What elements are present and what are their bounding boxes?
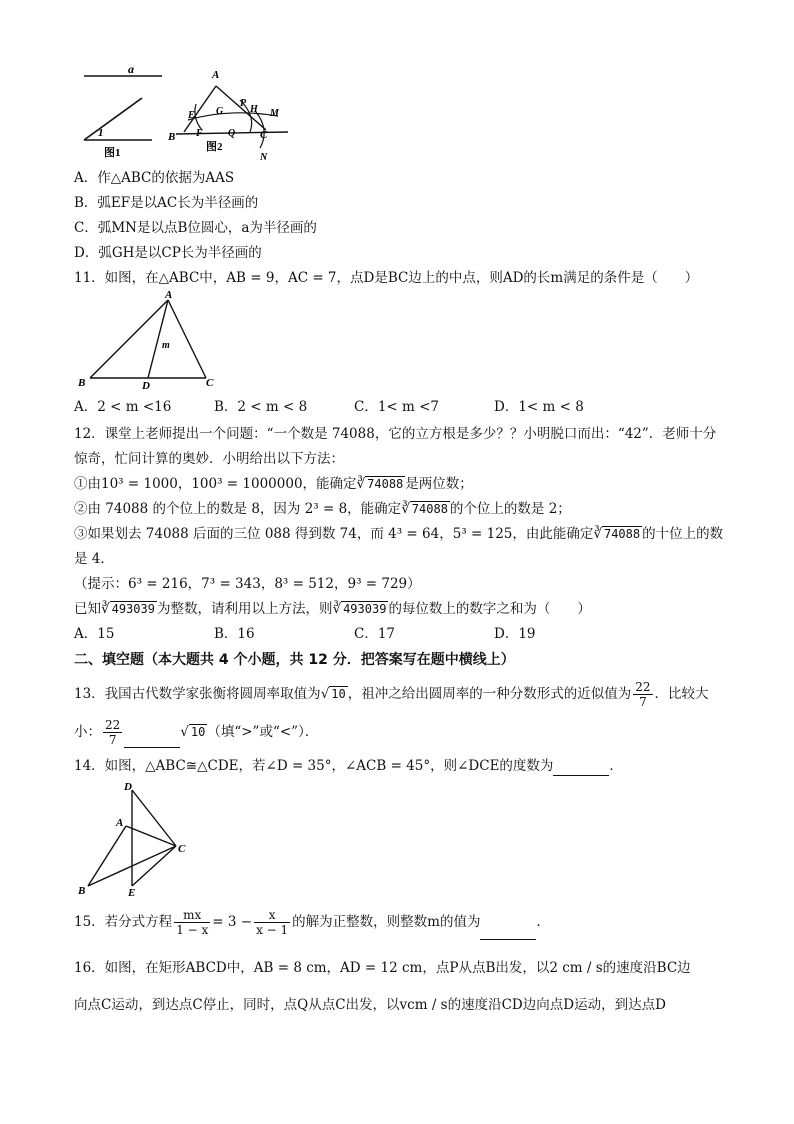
q11-text: 11．如图，在△ABC中，AB = 9，AC = 7，点D是BC边上的中点，则AD的长m满足的条件是（ ） bbox=[74, 270, 699, 286]
q12-step1-pre: ①由10³ = 1000，100³ = 1000000，能确定 bbox=[74, 476, 357, 492]
q15-fraction-1 bbox=[174, 908, 210, 937]
q14-figure bbox=[74, 780, 194, 898]
q13-line2: 小： $\frac{22}{7}$ √ 10 （填“>”或“<”）． bbox=[74, 718, 319, 747]
fig1-caption: 图1 bbox=[104, 147, 121, 159]
q14-label-d: D bbox=[124, 781, 132, 793]
q15-fraction-2-num: x bbox=[254, 908, 290, 923]
fig2-label-c: C bbox=[260, 129, 268, 141]
q10-option-b: B．弧EF是以AC长为半径画的 bbox=[74, 195, 259, 211]
q13-line2-pre: 小： bbox=[74, 724, 101, 740]
q12-step3-radicand: 74088 bbox=[603, 527, 641, 541]
fig2-label-p: P bbox=[240, 98, 247, 109]
q12-ask-radicand: 493039 bbox=[111, 602, 155, 616]
fig2-label-m: M bbox=[270, 108, 279, 119]
q13-fraction-num: 22 bbox=[635, 680, 651, 694]
q12-step1: ①由10³ = 1000，100³ = 1000000，能确定∛ 74088 是两位数； bbox=[74, 476, 473, 492]
figure-1 bbox=[84, 64, 162, 159]
q11-label-m: m bbox=[162, 340, 170, 351]
fig2-label-q: Q bbox=[228, 128, 236, 139]
q14-label-e: E bbox=[128, 887, 136, 898]
q12-step3: ③如果划去 74088 后面的三位 088 得到数 74，而 4³ = 64，5³ = 125，由此能确定∛ 74088 的十位上的数 bbox=[74, 526, 724, 542]
q12-ask-radicand-2: 493039 bbox=[343, 602, 387, 616]
q12-option-d: D．19 bbox=[494, 626, 536, 642]
figure-1-and-2 bbox=[70, 64, 310, 164]
q11-label-c: C bbox=[206, 377, 214, 389]
q14-label-a: A bbox=[116, 817, 124, 829]
q12-option-a: A．15 bbox=[74, 626, 115, 642]
q15-eq: = 3 − bbox=[212, 914, 253, 930]
q14-end: ． bbox=[609, 758, 623, 774]
q15-post: 的解为正整数，则整数m的值为 bbox=[292, 914, 481, 930]
q12-line2: 惊奇，忙问计算的奥妙．小明给出以下方法： bbox=[74, 451, 344, 467]
fig2-label-b: B bbox=[168, 131, 176, 143]
q15-answer-blank[interactable] bbox=[480, 925, 536, 940]
q12-step3-pre: ③如果划去 74088 后面的三位 088 得到数 74，而 4³ = 64，5³ = 125，由此能确定 bbox=[74, 526, 594, 542]
q12-step1-radicand: 74088 bbox=[367, 477, 404, 491]
q12-step2-radicand: 74088 bbox=[411, 502, 448, 516]
q14-text-line bbox=[74, 756, 623, 776]
q11-label-d: D bbox=[142, 380, 150, 390]
q11-triangle-figure bbox=[74, 290, 224, 390]
q12-step2: ②由 74088 的个位上的数是 8，因为 2³ = 8，能确定∛ 74088 的个位上的数是 2； bbox=[74, 501, 571, 517]
fig1-angle-label: 1 bbox=[98, 127, 104, 139]
q10-option-a: A．作△ABC的依据为AAS bbox=[74, 170, 235, 186]
fig2-label-g: G bbox=[216, 106, 224, 117]
fig2-label-n: N bbox=[260, 152, 268, 163]
q12-step2-pre: ②由 74088 的个位上的数是 8，因为 2³ = 8，能确定 bbox=[74, 501, 402, 517]
q15-pre: 15．若分式方程 bbox=[74, 914, 173, 930]
q12-step3-post: 的十位上的数 bbox=[642, 526, 724, 542]
q12-ask-post: 的每位数上的数字之和为（ ） bbox=[388, 601, 591, 617]
q12-ask-mid: 为整数，请利用以上方法，则 bbox=[156, 601, 333, 617]
fig2-label-f: F bbox=[196, 128, 203, 139]
q13-line2-fraction bbox=[103, 718, 122, 747]
q12-line1: 12．课堂上老师提出一个问题：“一个数是 74088，它的立方根是多少？？小明脱口而出：“42”．老师十分 bbox=[74, 426, 717, 442]
q15-line bbox=[74, 904, 550, 940]
fig2-label-h: H bbox=[250, 104, 258, 115]
q11-option-c: C．1< m <7 bbox=[354, 399, 440, 415]
fig1-line-label: a bbox=[128, 64, 134, 76]
q16-line1: 16．如图，在矩形ABCD中，AB = 8 cm，AD = 12 cm，点P从点B出发，以2 cm / s的速度沿BC边 bbox=[74, 960, 691, 976]
q12-hint: （提示：6³ = 216，7³ = 343，8³ = 512，9³ = 729） bbox=[74, 576, 421, 592]
q13-fraction-den: 7 bbox=[639, 695, 647, 709]
q10-option-c: C．弧MN是以点B位圆心，a为半径画的 bbox=[74, 220, 317, 236]
q14-label-b: B bbox=[78, 885, 86, 897]
q13-fraction bbox=[633, 680, 652, 709]
q13-post: ．比较大 bbox=[654, 686, 709, 702]
fig2-label-a: A bbox=[212, 69, 220, 81]
q15-end: ． bbox=[536, 914, 550, 930]
q12-option-b: B．16 bbox=[214, 626, 255, 642]
q12-step1-post: 是两位数； bbox=[405, 476, 473, 492]
q13-mid: ，祖冲之给出圆周率的一种分数形式的近似值为 bbox=[347, 686, 632, 702]
fig2-label-e: E bbox=[188, 110, 195, 121]
q13-line2-radicand: 10 bbox=[190, 725, 206, 739]
q12-ask: 已知∛ 493039 为整数，请利用以上方法，则∛ 493039 的每位数上的数字之和为（ ） bbox=[74, 601, 591, 617]
q15-fraction-2-den: x − 1 bbox=[256, 923, 289, 937]
section-2-heading: 二、填空题（本大题共 4 个小题，共 12 分．把答案写在题中横线上） bbox=[74, 652, 515, 668]
q15-fraction-1-den: 1 − x bbox=[176, 923, 209, 937]
q10-option-d: D．弧GH是以CP长为半径画的 bbox=[74, 245, 262, 261]
figure-2 bbox=[167, 69, 288, 163]
q15-fraction-1-num: mx bbox=[174, 908, 210, 923]
q13-line2-fraction-den: 7 bbox=[108, 733, 117, 747]
q14-text: 14．如图，△ABC≅△CDE，若∠D = 35°，∠ACB = 45°，则∠DCE的度数为 bbox=[74, 758, 554, 774]
q13-radicand: 10 bbox=[331, 687, 346, 701]
q16-line2: 向点C运动，到达点C停止，同时，点Q从点C出发，以vcm / s的速度沿CD边向点D运动，到达点D bbox=[74, 997, 666, 1013]
q13-pre: 13．我国古代数学家张衡将圆周率取值为 bbox=[74, 686, 321, 702]
q12-ask-pre: 已知 bbox=[74, 601, 101, 617]
q15-fraction-2 bbox=[254, 908, 290, 937]
q12-step3-cont: 是 4． bbox=[74, 551, 114, 567]
q13-line2-fraction-num: 22 bbox=[105, 718, 121, 732]
q13-line2-post: （填“>”或“<”）． bbox=[207, 724, 319, 740]
q11-label-a: A bbox=[165, 290, 173, 301]
fig2-caption: 图2 bbox=[206, 141, 223, 153]
q11-label-b: B bbox=[78, 377, 86, 389]
q14-label-c: C bbox=[178, 843, 186, 855]
q13-answer-blank[interactable] bbox=[124, 733, 180, 748]
q11-option-d: D．1< m < 8 bbox=[494, 399, 584, 415]
q12-step2-post: 的个位上的数是 2； bbox=[449, 501, 571, 517]
q11-option-b: B．2 < m < 8 bbox=[214, 399, 308, 415]
q14-answer-blank[interactable] bbox=[553, 761, 609, 776]
q11-option-a: A．2 < m <16 bbox=[74, 399, 172, 415]
q12-option-c: C．17 bbox=[354, 626, 396, 642]
q13-line1: 13．我国古代数学家张衡将圆周率取值为√ 10 ，祖冲之给出圆周率的一种分数形式的近似值为 $\frac{22}{7}$ ．比较大 bbox=[74, 680, 709, 709]
